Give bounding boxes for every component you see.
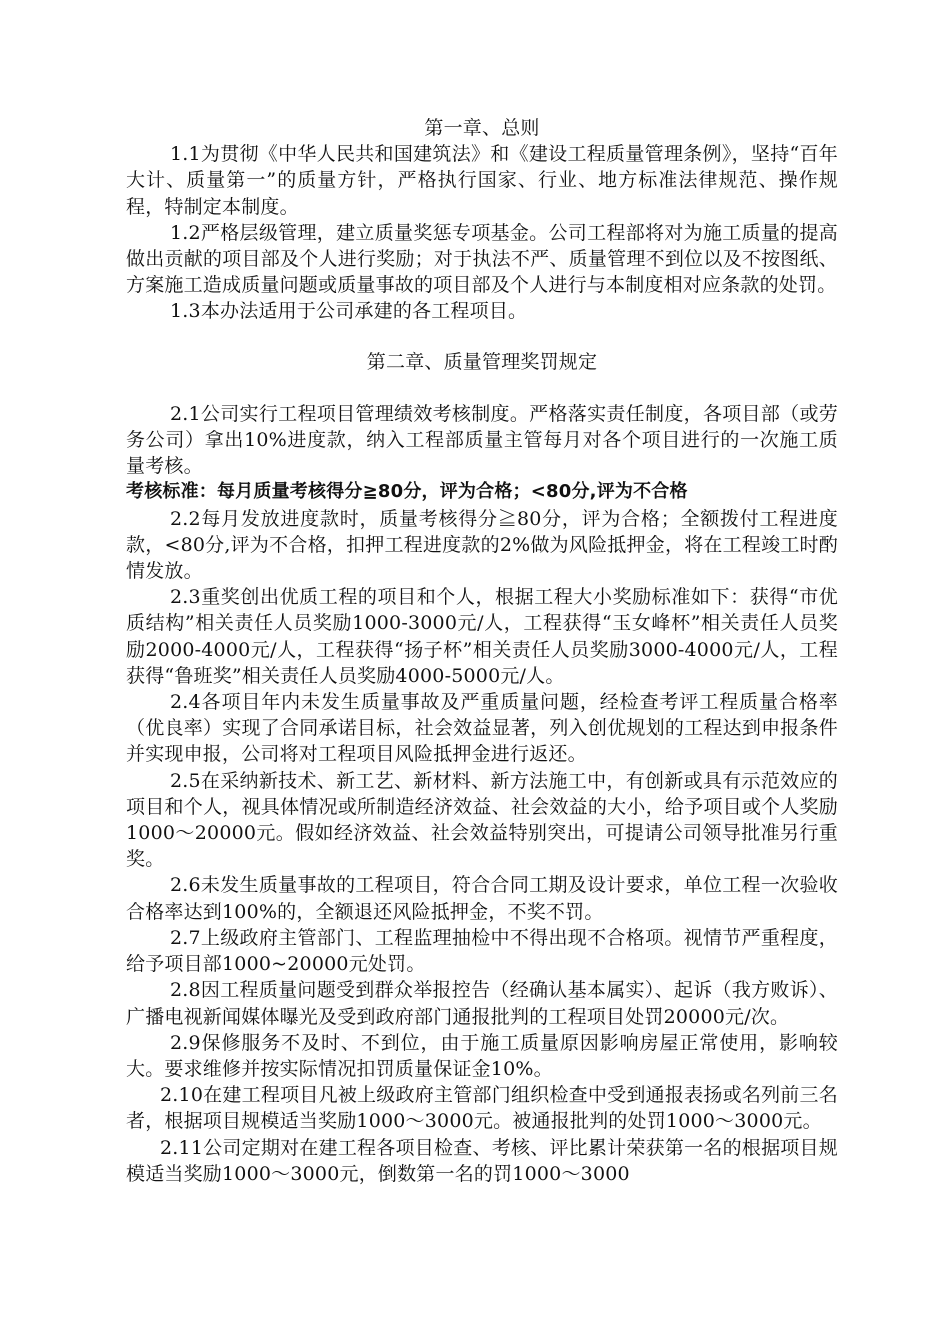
clause-2-3: 2.3重奖创出优质工程的项目和个人，根据工程大小奖励标准如下：获得“市优质结构”相关责任人员奖励1000-3000元/人，工程获得“玉女峰杯”相关责任人员奖励2000-4000元/人，工程获得“扬子杯”相关责任人员奖励3000-4000元/人，工程获得“鲁班奖”相关责任人员奖励4000-5000元/人。 — [126, 586, 838, 687]
clause-2-2: 2.2每月发放进度款时，质量考核得分≧80分，评为合格；全额拨付工程进度款，<80分,评为不合格，扣押工程进度款的2%做为风险抵押金，将在工程竣工时酌情发放。 — [126, 507, 838, 583]
chapter-2-title: 第二章、质量管理奖罚规定 — [366, 350, 598, 373]
clause-2-11: 2.11公司定期对在建工程各项目检查、考核、评比累计荣获第一名的根据项目规模适当奖励1000～3000元，倒数第一名的罚1000～3000 — [126, 1136, 838, 1185]
clause-2-6: 2.6未发生质量事故的工程项目，符合合同工期及设计要求，单位工程一次验收合格率达到100%的，全额退还风险抵押金，不奖不罚。 — [126, 874, 838, 923]
clause-2-7: 2.7上级政府主管部门、工程监理抽检中不得出现不合格项。视情节严重程度，给予项目部1000~20000元处罚。 — [126, 926, 838, 976]
clause-2-10: 2.10在建工程项目凡被上级政府主管部门组织检查中受到通报表扬或名列前三名者，根据项目规模适当奖励1000～3000元。被通报批判的处罚1000～3000元。 — [126, 1084, 838, 1133]
document-page — [126, 115, 838, 1187]
chapter-1-title: 第一章、总则 — [424, 117, 540, 139]
clause-2-4: 2.4各项目年内未发生质量事故及严重质量问题，经检查考评工程质量合格率（优良率）实现了合同承诺目标，社会效益显著，列入创优规划的工程达到申报条件并实现申报，公司将对工程项目风险抵押金进行返还。 — [126, 691, 838, 766]
clause-1-1: 1.1为贯彻《中华人民共和国建筑法》和《建设工程质量管理条例》，坚持“百年大计、质量第一”的质量方针，严格执行国家、行业、地方标准法律规范、操作规程，特制定本制度。 — [126, 143, 838, 218]
clause-1-2: 1.2严格层级管理，建立质量奖惩专项基金。公司工程部将对为施工质量的提高做出贡献的项目部及个人进行奖励；对于执法不严、质量管理不到位以及不按图纸、方案施工造成质量问题或质量事故的项目部及个人进行与本制度相对应条款的处罚。 — [126, 221, 838, 297]
clause-2-5: 2.5在采纳新技术、新工艺、新材料、新方法施工中，有创新或具有示范效应的项目和个人，视具体情况或所制造经济效益、社会效益的大小，给予项目或个人奖励1000～20000元。假如经济效益、社会效益特别突出，可提请公司领导批准另行重奖。 — [126, 769, 838, 871]
clause-2-1: 2.1公司实行工程项目管理绩效考核制度。严格落实责任制度，各项目部（或劳务公司）拿出10%进度款，纳入工程部质量主管每月对各个项目进行的一次施工质量考核。 — [126, 402, 838, 478]
clause-2-9: 2.9保修服务不及时、不到位，由于施工质量原因影响房屋正常使用，影响较大。要求维修并按实际情况扣罚质量保证金10%。 — [126, 1031, 838, 1080]
assessment-standard: 考核标准：每月质量考核得分≧80分，评为合格；<80分,评为不合格 — [126, 481, 688, 503]
clause-2-8: 2.8因工程质量问题受到群众举报控告（经确认基本属实）、起诉（我方败诉）、广播电视新闻媒体曝光及受到政府部门通报批判的工程项目处罚20000元/次。 — [126, 979, 838, 1028]
clause-1-3: 1.3本办法适用于公司承建的各工程项目。 — [170, 300, 528, 323]
